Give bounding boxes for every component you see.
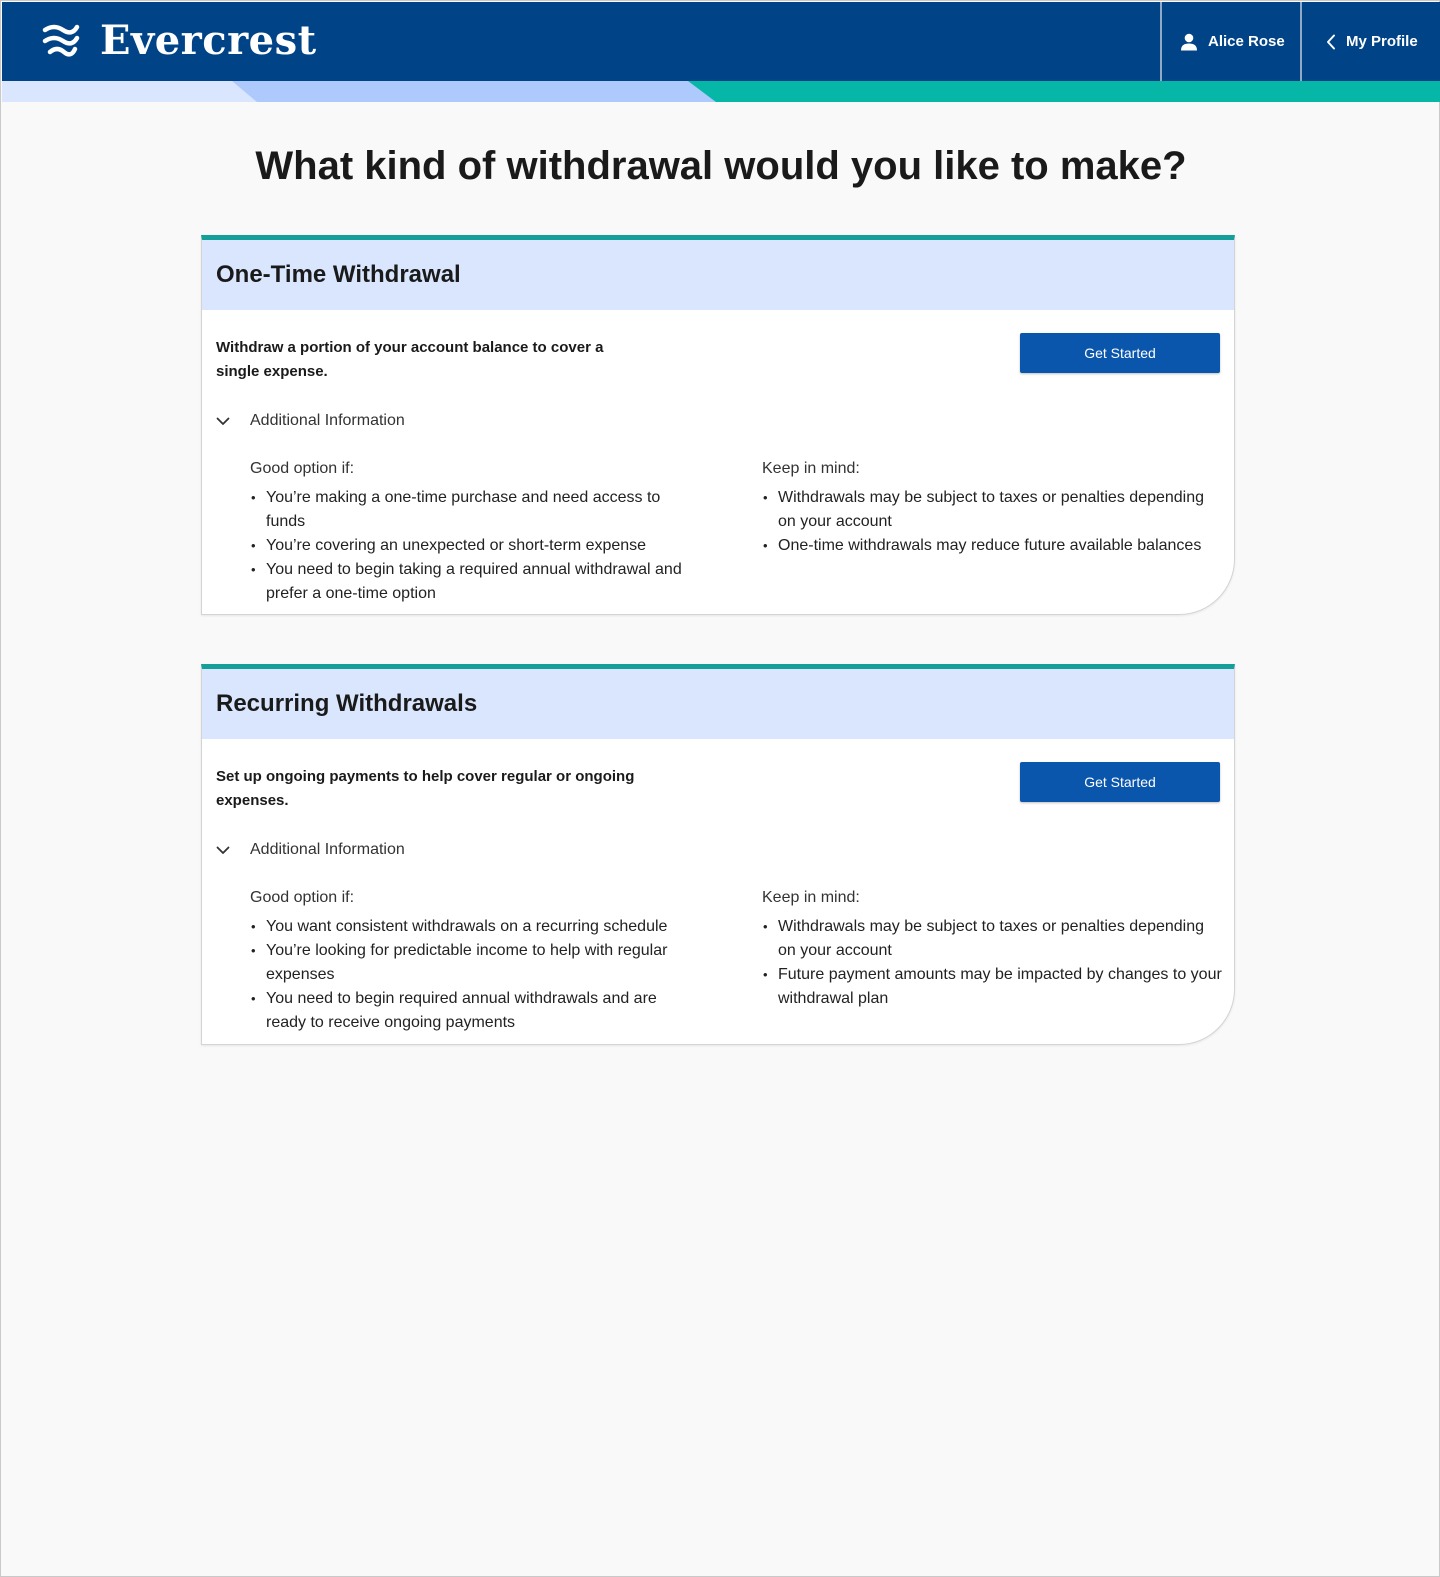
good-option-list: [250, 915, 700, 1035]
list-item: • Future payment amounts may be impacted by changes to your withdrawal plan: [762, 963, 1222, 1011]
good-option-section: [250, 886, 700, 1035]
list-item: • You need to begin required annual withdrawals and are ready to receive ongoing payments: [250, 987, 700, 1035]
list-item: • Withdrawals may be subject to taxes or penalties depending on your account: [762, 486, 1222, 534]
get-started-button[interactable]: Get Started: [1020, 762, 1220, 802]
keep-in-mind-title: Keep in mind:: [762, 889, 860, 906]
keep-in-mind-section: [762, 457, 1222, 558]
top-navigation-bar: [2, 2, 1440, 81]
chevron-down-icon: [216, 846, 230, 855]
keep-in-mind-section: [762, 886, 1222, 1011]
keep-in-mind-list: [762, 915, 1222, 1011]
brand-logo[interactable]: [42, 16, 317, 66]
card-title: One-Time Withdrawal: [216, 261, 461, 288]
good-option-list: [250, 486, 700, 606]
user-name: Alice Rose: [1208, 33, 1285, 50]
list-item: • You’re making a one-time purchase and need access to funds: [250, 486, 700, 534]
chevron-down-icon: [216, 417, 230, 426]
toggle-label: Additional Information: [250, 841, 405, 858]
chevron-left-icon: [1326, 34, 1336, 50]
my-profile-label: My Profile: [1346, 33, 1418, 50]
good-option-section: [250, 457, 700, 606]
list-item: • You’re looking for predictable income to help with regular expenses: [250, 939, 700, 987]
wave-logo-icon: [42, 21, 80, 61]
good-option-title: Good option if:: [250, 460, 355, 477]
list-item: • One-time withdrawals may reduce future available balances: [762, 534, 1222, 558]
good-option-title: Good option if:: [250, 889, 355, 906]
header-actions: [1160, 2, 1440, 81]
additional-information-toggle[interactable]: [216, 841, 405, 859]
card-description: Set up ongoing payments to help cover regular or ongoing expenses.: [216, 768, 635, 809]
list-item: • Withdrawals may be subject to taxes or penalties depending on your account: [762, 915, 1222, 963]
keep-in-mind-title: Keep in mind:: [762, 460, 860, 477]
decorative-band: [2, 81, 1440, 102]
keep-in-mind-list: [762, 486, 1222, 558]
get-started-button[interactable]: Get Started: [1020, 333, 1220, 373]
user-icon: [1180, 33, 1198, 51]
one-time-withdrawal-card: [201, 235, 1235, 615]
list-item: • You need to begin taking a required annual withdrawal and prefer a one-time option: [250, 558, 700, 606]
list-item: • You want consistent withdrawals on a recurring schedule: [250, 915, 700, 939]
my-profile-link[interactable]: [1300, 2, 1440, 81]
brand-name: Evercrest: [100, 17, 317, 64]
list-item: • You’re covering an unexpected or short-term expense: [250, 534, 700, 558]
card-title: Recurring Withdrawals: [216, 690, 478, 717]
user-account-button[interactable]: [1160, 2, 1300, 81]
additional-information-toggle[interactable]: [216, 412, 405, 430]
card-description: Withdraw a portion of your account balance to cover a single expense.: [216, 339, 604, 380]
card-header: [202, 240, 1234, 310]
recurring-withdrawals-card: [201, 664, 1235, 1045]
toggle-label: Additional Information: [250, 412, 405, 429]
card-header: [202, 669, 1234, 739]
page-title: What kind of withdrawal would you like to make?: [255, 144, 1187, 188]
